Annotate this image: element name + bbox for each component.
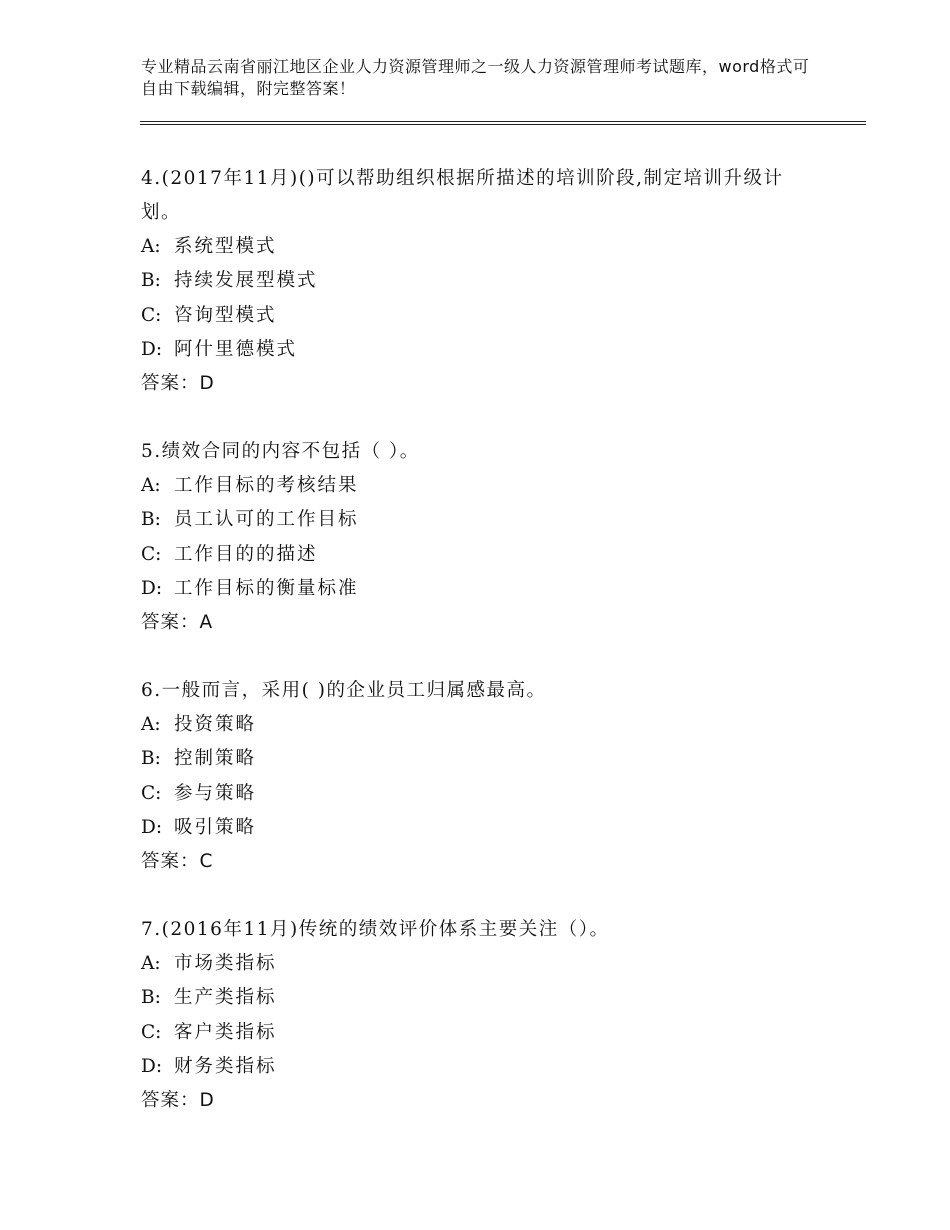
header-divider-top	[140, 121, 866, 122]
question-text: 6.一般而言，采用( )的企业员工归属感最高。	[141, 680, 547, 701]
option-b	[141, 981, 821, 1015]
option-key: A:	[141, 475, 161, 496]
answer-label: 答案：A	[141, 612, 214, 634]
option-d	[141, 811, 821, 845]
option-key: B:	[141, 270, 161, 292]
option-text: 咨询型模式	[174, 304, 277, 326]
question-7	[141, 913, 821, 1118]
option-c	[141, 777, 821, 811]
option-text: 客户类指标	[174, 1021, 277, 1043]
option-text: 财务类指标	[174, 1055, 277, 1077]
option-text: 参与策略	[174, 782, 257, 804]
option-c	[141, 1016, 821, 1050]
option-text: 员工认可的工作目标	[174, 509, 359, 531]
option-key: D:	[141, 577, 163, 599]
option-a	[141, 947, 821, 981]
option-a	[141, 469, 821, 503]
header-divider-bottom	[140, 124, 866, 125]
option-key: C:	[141, 1021, 162, 1043]
option-text: 持续发展型模式	[174, 270, 318, 292]
answer-label: 答案：D	[141, 373, 215, 395]
option-key: C:	[141, 304, 162, 326]
option-text: 工作目的的描述	[174, 543, 318, 565]
option-text: 投资策略	[174, 714, 257, 735]
option-text: 市场类指标	[174, 953, 277, 974]
option-key: D:	[141, 338, 163, 360]
option-text: 工作目标的衡量标准	[174, 577, 359, 599]
document-header: 专业精品云南省丽江地区企业人力资源管理师之一级人力资源管理师考试题库，word格式可自由下载编辑，附完整答案！	[141, 57, 810, 98]
option-a	[141, 708, 821, 742]
option-key: A:	[141, 953, 161, 974]
option-key: C:	[141, 782, 162, 804]
option-key: A:	[141, 236, 161, 257]
option-text: 控制策略	[174, 748, 257, 770]
option-text: 工作目标的考核结果	[174, 475, 359, 496]
option-key: B:	[141, 509, 161, 531]
question-text: 7.(2016年11月)传统的绩效评价体系主要关注（）。	[141, 919, 610, 940]
option-key: D:	[141, 816, 163, 838]
option-b	[141, 742, 821, 776]
question-text: 4.(2017年11月)()可以帮助组织根据所描述的培训阶段,制定培训升级计划。	[141, 168, 784, 223]
option-c	[141, 538, 821, 572]
option-c	[141, 299, 821, 333]
option-key: B:	[141, 748, 161, 770]
option-a	[141, 230, 821, 264]
option-text: 系统型模式	[174, 236, 277, 257]
option-b	[141, 264, 821, 298]
answer-label: 答案：C	[141, 851, 214, 873]
option-b	[141, 503, 821, 537]
question-4	[141, 162, 821, 401]
question-text: 5.绩效合同的内容不包括（ ）。	[141, 441, 420, 462]
question-6	[141, 674, 821, 879]
option-text: 生产类指标	[174, 987, 277, 1009]
answer-label: 答案：D	[141, 1090, 215, 1112]
option-key: B:	[141, 987, 161, 1009]
question-5	[141, 435, 821, 640]
option-key: C:	[141, 543, 162, 565]
option-text: 阿什里德模式	[174, 338, 298, 360]
option-key: D:	[141, 1055, 163, 1077]
option-d	[141, 572, 821, 606]
option-text: 吸引策略	[174, 816, 257, 838]
option-d	[141, 333, 821, 367]
option-key: A:	[141, 714, 161, 735]
option-d	[141, 1050, 821, 1084]
